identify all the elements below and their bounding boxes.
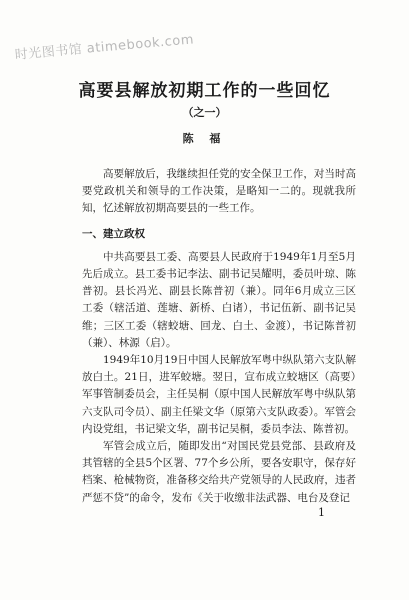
watermark: 时光图书馆 atimebook.com xyxy=(14,32,195,63)
page-number: 1 xyxy=(318,506,325,519)
article-body xyxy=(82,166,356,507)
body-paragraph: 军管会成立后，随即发出“对国民党县党部、县政府及其管辖的全县5个区署、77个乡公所，要各安职守，保存好档案、枪械物资，准备移交给共产党领导的人民政府，违者严惩不贷”的命令，发布《关于收缴非法武器、电台及登记 xyxy=(82,440,356,504)
body-paragraph: 1949年10月19日中国人民解放军粤中纵队第六支队解放白土。21日，进军蛟塘。翌日，宣布成立蛟塘区（高要）军事管制委员会，主任吴桐（原中国人民解放军粤中纵队第六支队司令员）、副主任梁文华（原第六支队政委）。军管会内设党组，书记梁文华，副书记吴桐，委员李法、陈普初。 xyxy=(82,354,356,435)
article-title: 高要县解放初期工作的一些回忆 xyxy=(78,81,331,101)
intro-paragraph: 高要解放后，我继续担任党的安全保卫工作，对当时高要党政机关和领导的工作决策，是略知一二的。现就我所知，忆述解放初期高要县的一些工作。 xyxy=(82,168,356,215)
body-paragraph: 中共高要县工委、高要县人民政府于1949年1月至5月先后成立。县工委书记李法、副书记吴耀明，委员叶琼、陈普初。县长冯光、副县长陈普初（兼）。同年6月成立三区工委（辖活道、莲塘、新桥、白诸），书记伍新、副书记吴维；三区工委（辖蛟塘、回龙、白土、金渡），书记陈普初（兼）、林源（启）。 xyxy=(82,250,356,349)
article-author: 陈 福 xyxy=(182,132,227,145)
article-subtitle: （之一） xyxy=(182,106,227,119)
section-heading: 一、建立政权 xyxy=(82,227,145,240)
